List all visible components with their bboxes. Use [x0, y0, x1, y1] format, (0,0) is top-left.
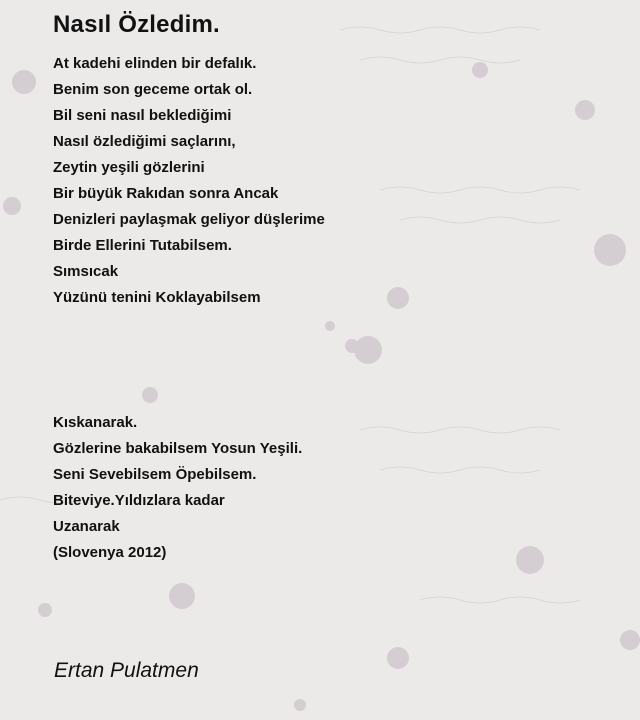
poem-title: Nasıl Özledim. — [53, 11, 220, 38]
poem-line: Birde Ellerini Tutabilsem. — [53, 237, 232, 254]
poem-line: Gözlerine bakabilsem Yosun Yeşili. — [53, 440, 303, 457]
poem-line: Bir büyük Rakıdan sonra Ancak — [53, 185, 279, 202]
poem-line: Yüzünü tenini Koklayabilsem — [53, 289, 261, 306]
poem-line: (Slovenya 2012) — [53, 544, 167, 561]
poem-line: Bil seni nasıl beklediğimi — [53, 107, 232, 124]
stanza-2 — [53, 410, 302, 566]
poem-line: Nasıl özlediğimi saçlarını, — [53, 133, 236, 150]
poem-line: Zeytin yeşili gözlerini — [53, 159, 205, 176]
poem-line: Sımsıcak — [53, 263, 119, 280]
poem-line: Biteviye.Yıldızlara kadar — [53, 492, 225, 509]
poem-line: Uzanarak — [53, 518, 120, 535]
poem-line: At kadehi elinden bir defalık. — [53, 55, 257, 72]
poem-line: Kıskanarak. — [53, 414, 138, 431]
poem-line: Seni Sevebilsem Öpebilsem. — [53, 466, 257, 483]
poem-line: Denizleri paylaşmak geliyor düşlerime — [53, 211, 325, 228]
poem-author: Ertan Pulatmen — [54, 659, 199, 682]
stanza-1 — [53, 51, 325, 311]
poem-line: Benim son geceme ortak ol. — [53, 81, 253, 98]
